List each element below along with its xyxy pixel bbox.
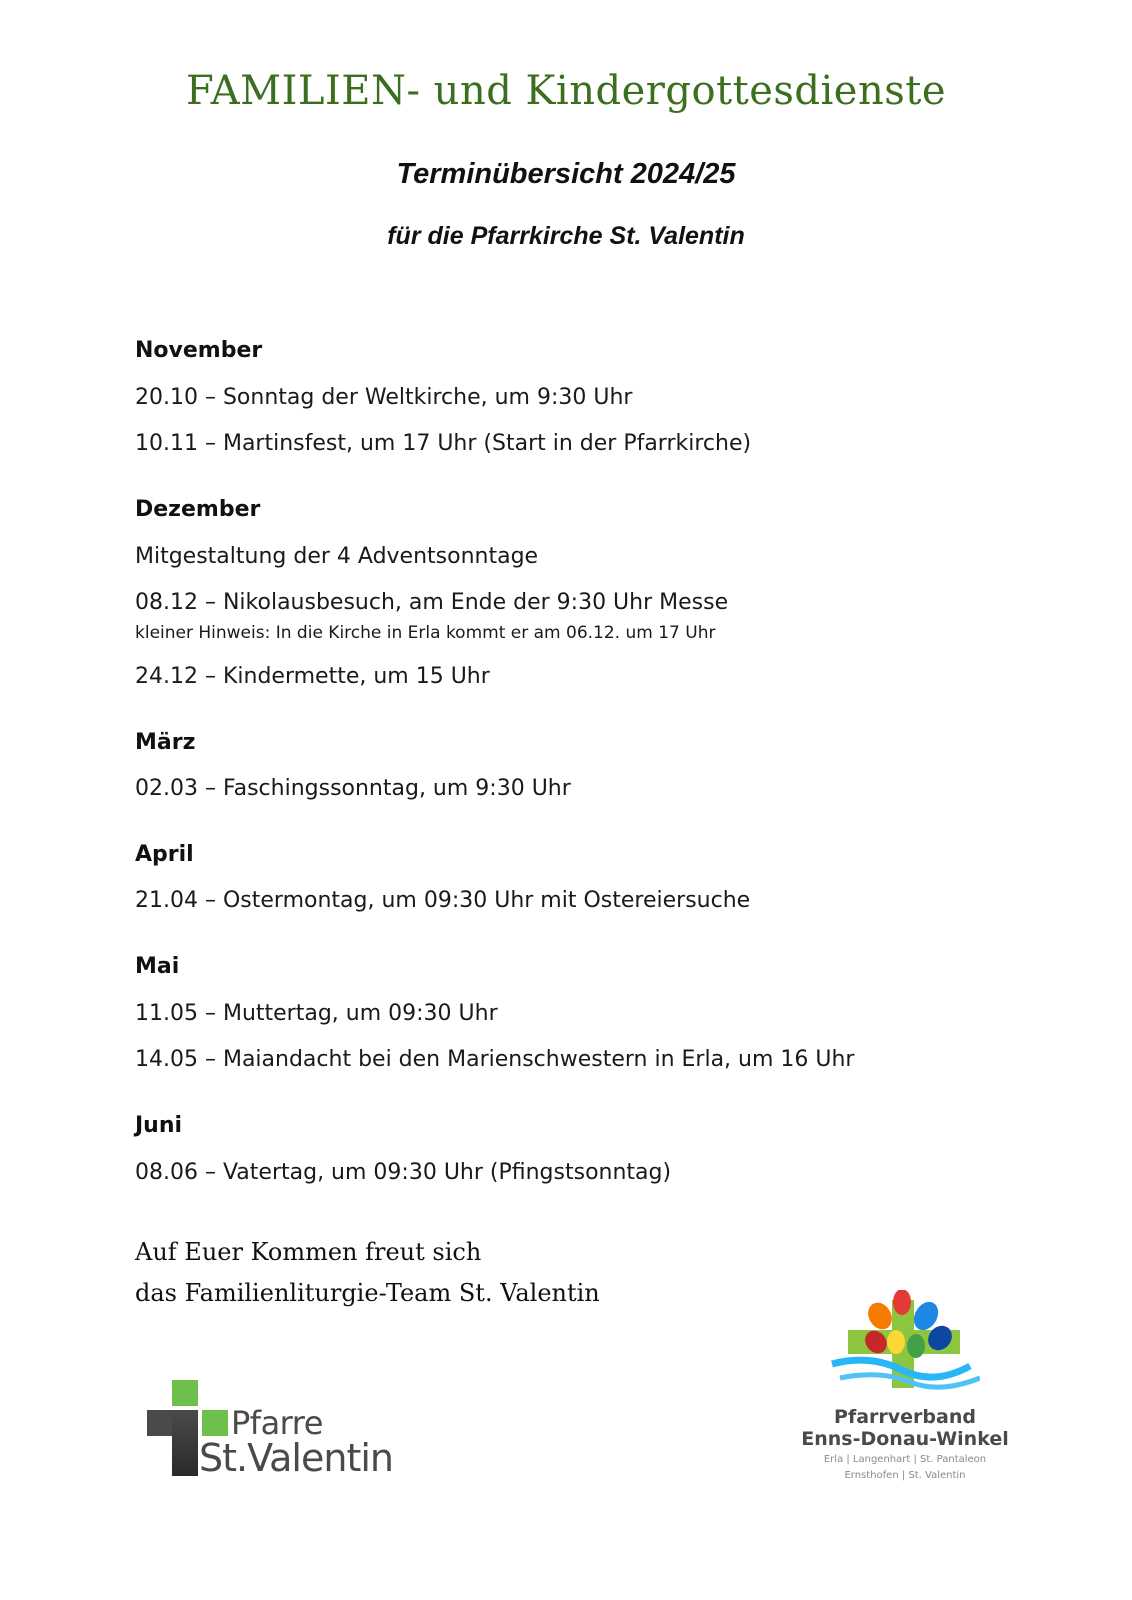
month-heading-dezember: Dezember	[135, 497, 261, 522]
closing-line-1: Auf Euer Kommen freut sich	[135, 1238, 482, 1266]
logo-name-enns-donau-winkel: Enns-Donau-Winkel	[801, 1428, 1009, 1450]
logo-parishes-line-1: Erla | Langenhart | St. Pantaleon	[823, 1454, 987, 1465]
closing-line-2: das Familienliturgie-Team St. Valentin	[135, 1279, 600, 1307]
schedule-entry: 08.12 – Nikolausbesuch, am Ende der 9:30 Uhr Messe	[135, 590, 729, 615]
month-heading-juni: Juni	[135, 1113, 183, 1138]
schedule-entry: 11.05 – Muttertag, um 09:30 Uhr	[135, 1001, 498, 1026]
schedule-entry: Mitgestaltung der 4 Adventsonntage	[135, 544, 539, 569]
page-title: FAMILIEN- und Kindergottesdienste	[185, 68, 947, 114]
schedule-entry: 24.12 – Kindermette, um 15 Uhr	[135, 664, 490, 689]
month-heading-mai: Mai	[135, 954, 180, 979]
logo-green-square	[202, 1410, 228, 1436]
logo-parishes-line-2: Ernsthofen | St. Valentin	[844, 1470, 966, 1481]
schedule-entry: 20.10 – Sonntag der Weltkirche, um 9:30 Uhr	[135, 385, 633, 410]
logo-word-st-valentin: St.Valentin	[199, 1436, 393, 1480]
schedule-entry: 02.03 – Faschingssonntag, um 9:30 Uhr	[135, 776, 571, 801]
schedule-entry: 08.06 – Vatertag, um 09:30 Uhr (Pfingstsonntag)	[135, 1160, 672, 1185]
logo-green-square	[172, 1380, 198, 1406]
month-heading-april: April	[135, 842, 194, 867]
logo-cross-stem	[172, 1410, 198, 1476]
month-heading-maerz: März	[135, 730, 196, 755]
logo-name-pfarrverband: Pfarrverband	[834, 1406, 976, 1428]
schedule-entry: 14.05 – Maiandacht bei den Marienschwestern in Erla, um 16 Uhr	[135, 1047, 855, 1072]
month-heading-november: November	[135, 338, 263, 363]
tree-cross-icon	[830, 1290, 980, 1405]
page-subtitle-church: für die Pfarrkirche St. Valentin	[387, 222, 745, 250]
schedule-entry: 10.11 – Martinsfest, um 17 Uhr (Start in der Pfarrkirche)	[135, 431, 752, 456]
schedule-entry: 21.04 – Ostermontag, um 09:30 Uhr mit Ostereiersuche	[135, 888, 751, 913]
logo-word-pfarre: Pfarre	[231, 1404, 323, 1442]
pfarrverband-logo	[790, 1290, 1020, 1490]
page-subtitle: Terminübersicht 2024/25	[396, 158, 736, 190]
schedule-note: kleiner Hinweis: In die Kirche in Erla kommt er am 06.12. um 17 Uhr	[135, 623, 716, 643]
pfarre-st-valentin-logo	[147, 1380, 407, 1480]
